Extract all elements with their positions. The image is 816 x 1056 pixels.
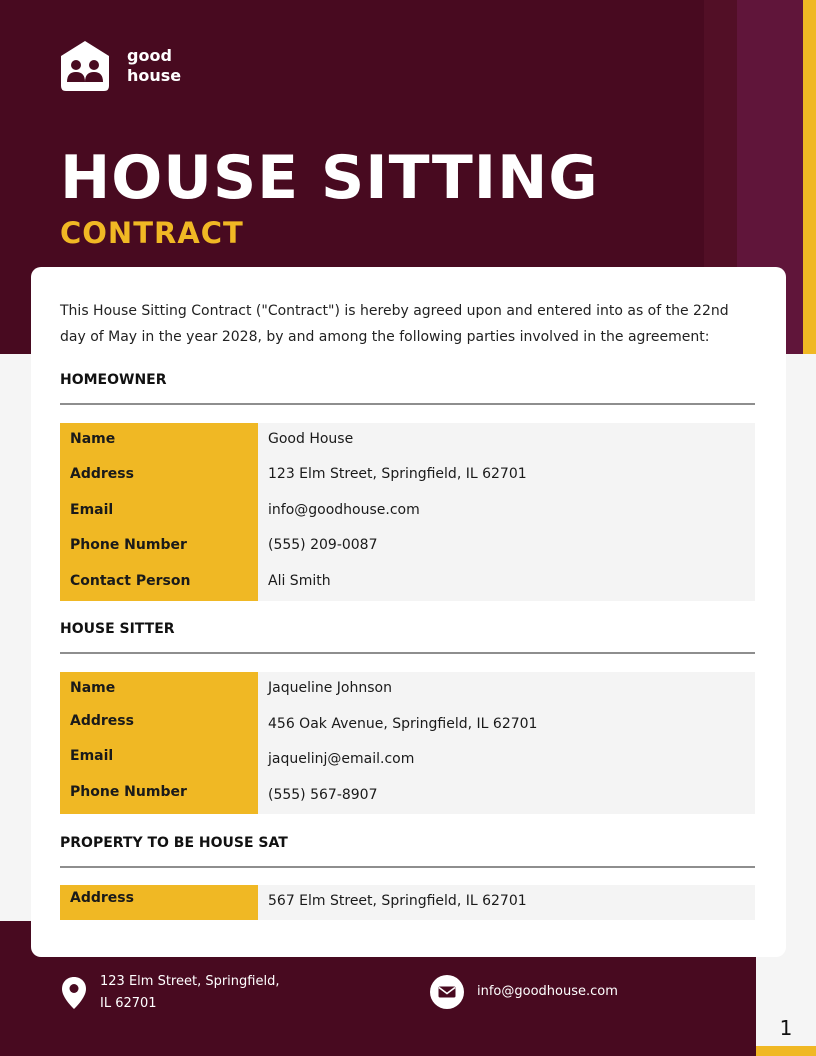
field-value: (555) 209-0087 xyxy=(268,537,378,553)
envelope-icon xyxy=(430,975,464,1009)
homeowner-table xyxy=(60,423,755,601)
homeowner-heading: HOMEOWNER xyxy=(60,372,167,388)
intro-paragraph: This House Sitting Contract ("Contract") is hereby agreed upon and entered into as of the 22nd day of May in the year 2028, by and among the following parties involved in the agreement: xyxy=(60,303,729,345)
field-value: 123 Elm Street, Springfield, IL 62701 xyxy=(268,466,527,482)
brand-name-line1: good xyxy=(127,45,172,65)
property-divider xyxy=(60,866,755,868)
footer-address xyxy=(100,971,300,1015)
field-label: Email xyxy=(70,748,114,764)
field-label: Email xyxy=(70,502,114,518)
field-value: jaquelinj@email.com xyxy=(268,751,415,767)
location-pin-icon xyxy=(61,976,87,1010)
house-sitter-divider xyxy=(60,652,755,654)
page-title: HOUSE SITTING xyxy=(60,143,599,213)
content-card xyxy=(31,267,786,957)
field-label: Address xyxy=(70,466,134,482)
field-value: 456 Oak Avenue, Springfield, IL 62701 xyxy=(268,716,538,732)
brand-name-line2: house xyxy=(127,65,182,85)
field-label: Address xyxy=(70,713,134,729)
field-label: Contact Person xyxy=(70,573,191,589)
field-label: Address xyxy=(70,890,134,906)
field-label: Phone Number xyxy=(70,784,187,800)
field-value: Good House xyxy=(268,431,354,447)
house-sitter-heading: HOUSE SITTER xyxy=(60,621,175,637)
page-subtitle: CONTRACT xyxy=(60,216,244,250)
field-value: Jaqueline Johnson xyxy=(268,680,392,696)
property-table xyxy=(60,885,755,920)
field-value: Ali Smith xyxy=(268,573,331,589)
footer-email: info@goodhouse.com xyxy=(477,984,618,999)
field-value: info@goodhouse.com xyxy=(268,502,420,518)
property-heading: PROPERTY TO BE HOUSE SAT xyxy=(60,835,288,851)
field-label: Phone Number xyxy=(70,537,187,553)
page-number-bar xyxy=(756,1046,816,1056)
footer-address-line1: 123 Elm Street, Springfield, xyxy=(100,974,280,989)
house-sitter-table xyxy=(60,672,755,814)
field-label: Name xyxy=(70,431,116,447)
field-label: Name xyxy=(70,680,116,696)
brand-logo xyxy=(60,40,197,91)
house-people-icon xyxy=(60,40,110,91)
homeowner-divider xyxy=(60,403,755,405)
field-value: (555) 567-8907 xyxy=(268,787,378,803)
footer-address-line2: IL 62701 xyxy=(100,996,157,1011)
header-stripe-yellow xyxy=(803,0,816,354)
page-number: 1 xyxy=(779,1016,793,1040)
field-value: 567 Elm Street, Springfield, IL 62701 xyxy=(268,893,527,909)
brand-name xyxy=(127,46,197,86)
